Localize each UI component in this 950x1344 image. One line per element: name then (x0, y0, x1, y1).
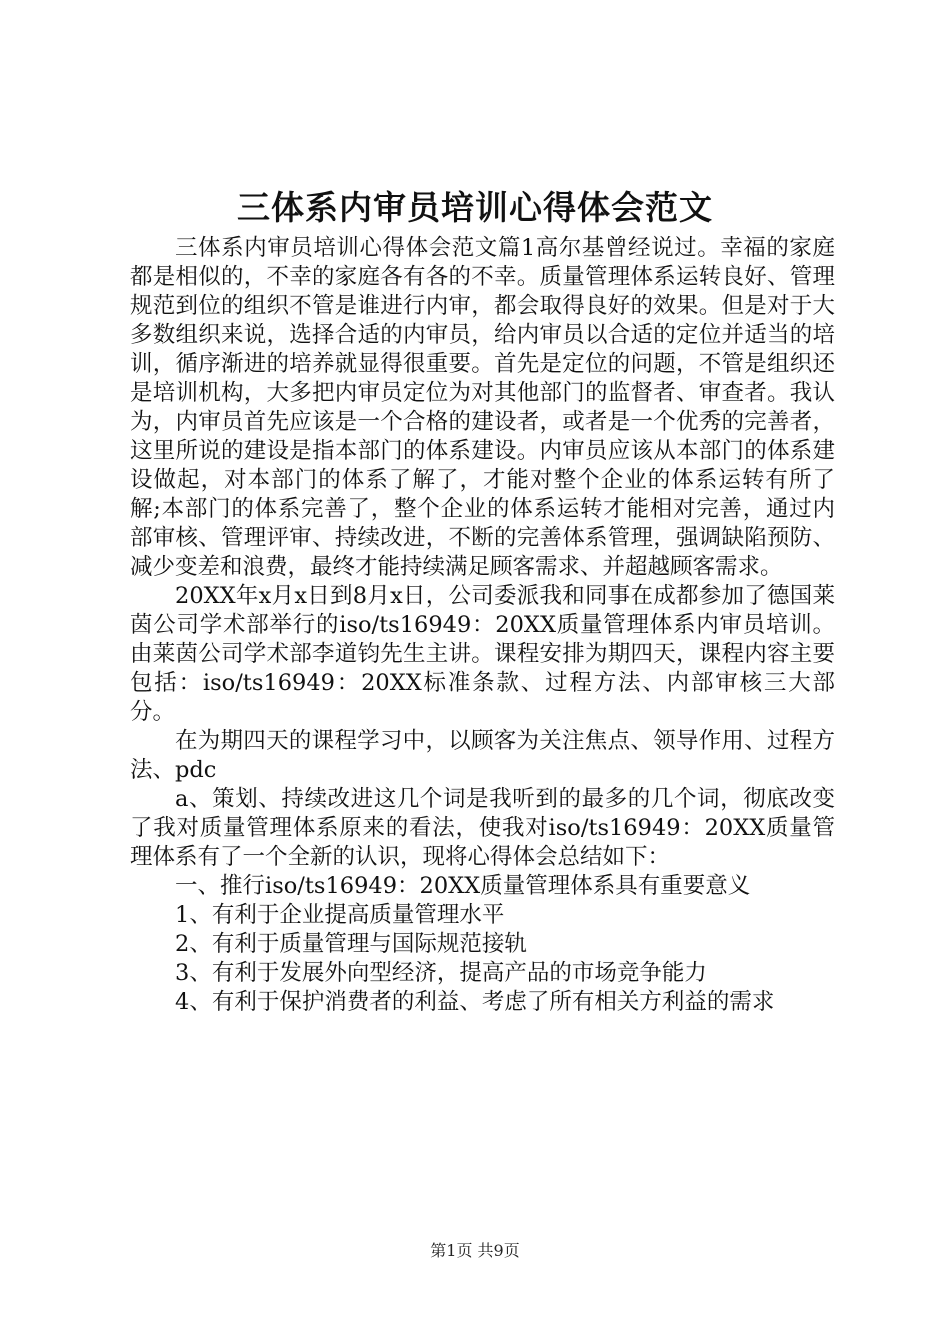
paragraph-intro: 三体系内审员培训心得体会范文篇1高尔基曾经说过。幸福的家庭都是相似的，不幸的家庭各有各的不幸。质量管理体系运转良好、管理规范到位的组织不管是谁进行内审，都会取得良好的效果。但是对于大多数组织来说，选择合适的内审员，给内审员以合适的定位并适当的培训，循序渐进的培养就显得很重要。首先是定位的问题，不管是组织还是培训机构，大多把内审员定位为对其他部门的监督者、审查者。我认为，内审员首先应该是一个合格的建设者，或者是一个优秀的完善者，这里所说的建设是指本部门的体系建设。内审员应该从本部门的体系建设做起，对本部门的体系了解了，才能对整个企业的体系运转有所了解;本部门的体系完善了，整个企业的体系运转才能相对完善，通过内部审核、管理评审、持续改进，不断的完善体系管理，强调缺陷预防、减少变差和浪费，最终才能持续满足顾客需求、并超越顾客需求。 (130, 235, 835, 580)
document-body (130, 234, 835, 1017)
list-item-3: 3、有利于发展外向型经济，提高产品的市场竞争能力 (175, 960, 707, 986)
paragraph-summary-intro: a、策划、持续改进这几个词是我听到的最多的几个词，彻底改变了我对质量管理体系原来的看法，使我对iso/ts16949：20XX质量管理体系有了一个全新的认识，现将心得体会总结如下： (130, 786, 835, 870)
paragraph-training-info: 20XX年x月x日到8月x日，公司委派我和同事在成都参加了德国莱茵公司学术部举行的iso/ts16949：20XX质量管理体系内审员培训。由莱茵公司学术部李道钧先生主讲。课程安排为期四天，课程内容主要包括：iso/ts16949：20XX标准条款、过程方法、内部审核三大部分。 (130, 583, 835, 725)
list-item-2: 2、有利于质量管理与国际规范接轨 (175, 931, 527, 957)
paragraph-course-study: 在为期四天的课程学习中，以顾客为关注焦点、领导作用、过程方法、pdc (130, 728, 835, 783)
list-item-4: 4、有利于保护消费者的利益、考虑了所有相关方利益的需求 (175, 989, 775, 1015)
list-item-1: 1、有利于企业提高质量管理水平 (175, 902, 505, 928)
section-heading-1: 一、推行iso/ts16949：20XX质量管理体系具有重要意义 (175, 873, 751, 899)
page-footer: 第1页 共9页 (430, 1241, 520, 1260)
document-title: 三体系内审员培训心得体会范文 (237, 188, 713, 227)
